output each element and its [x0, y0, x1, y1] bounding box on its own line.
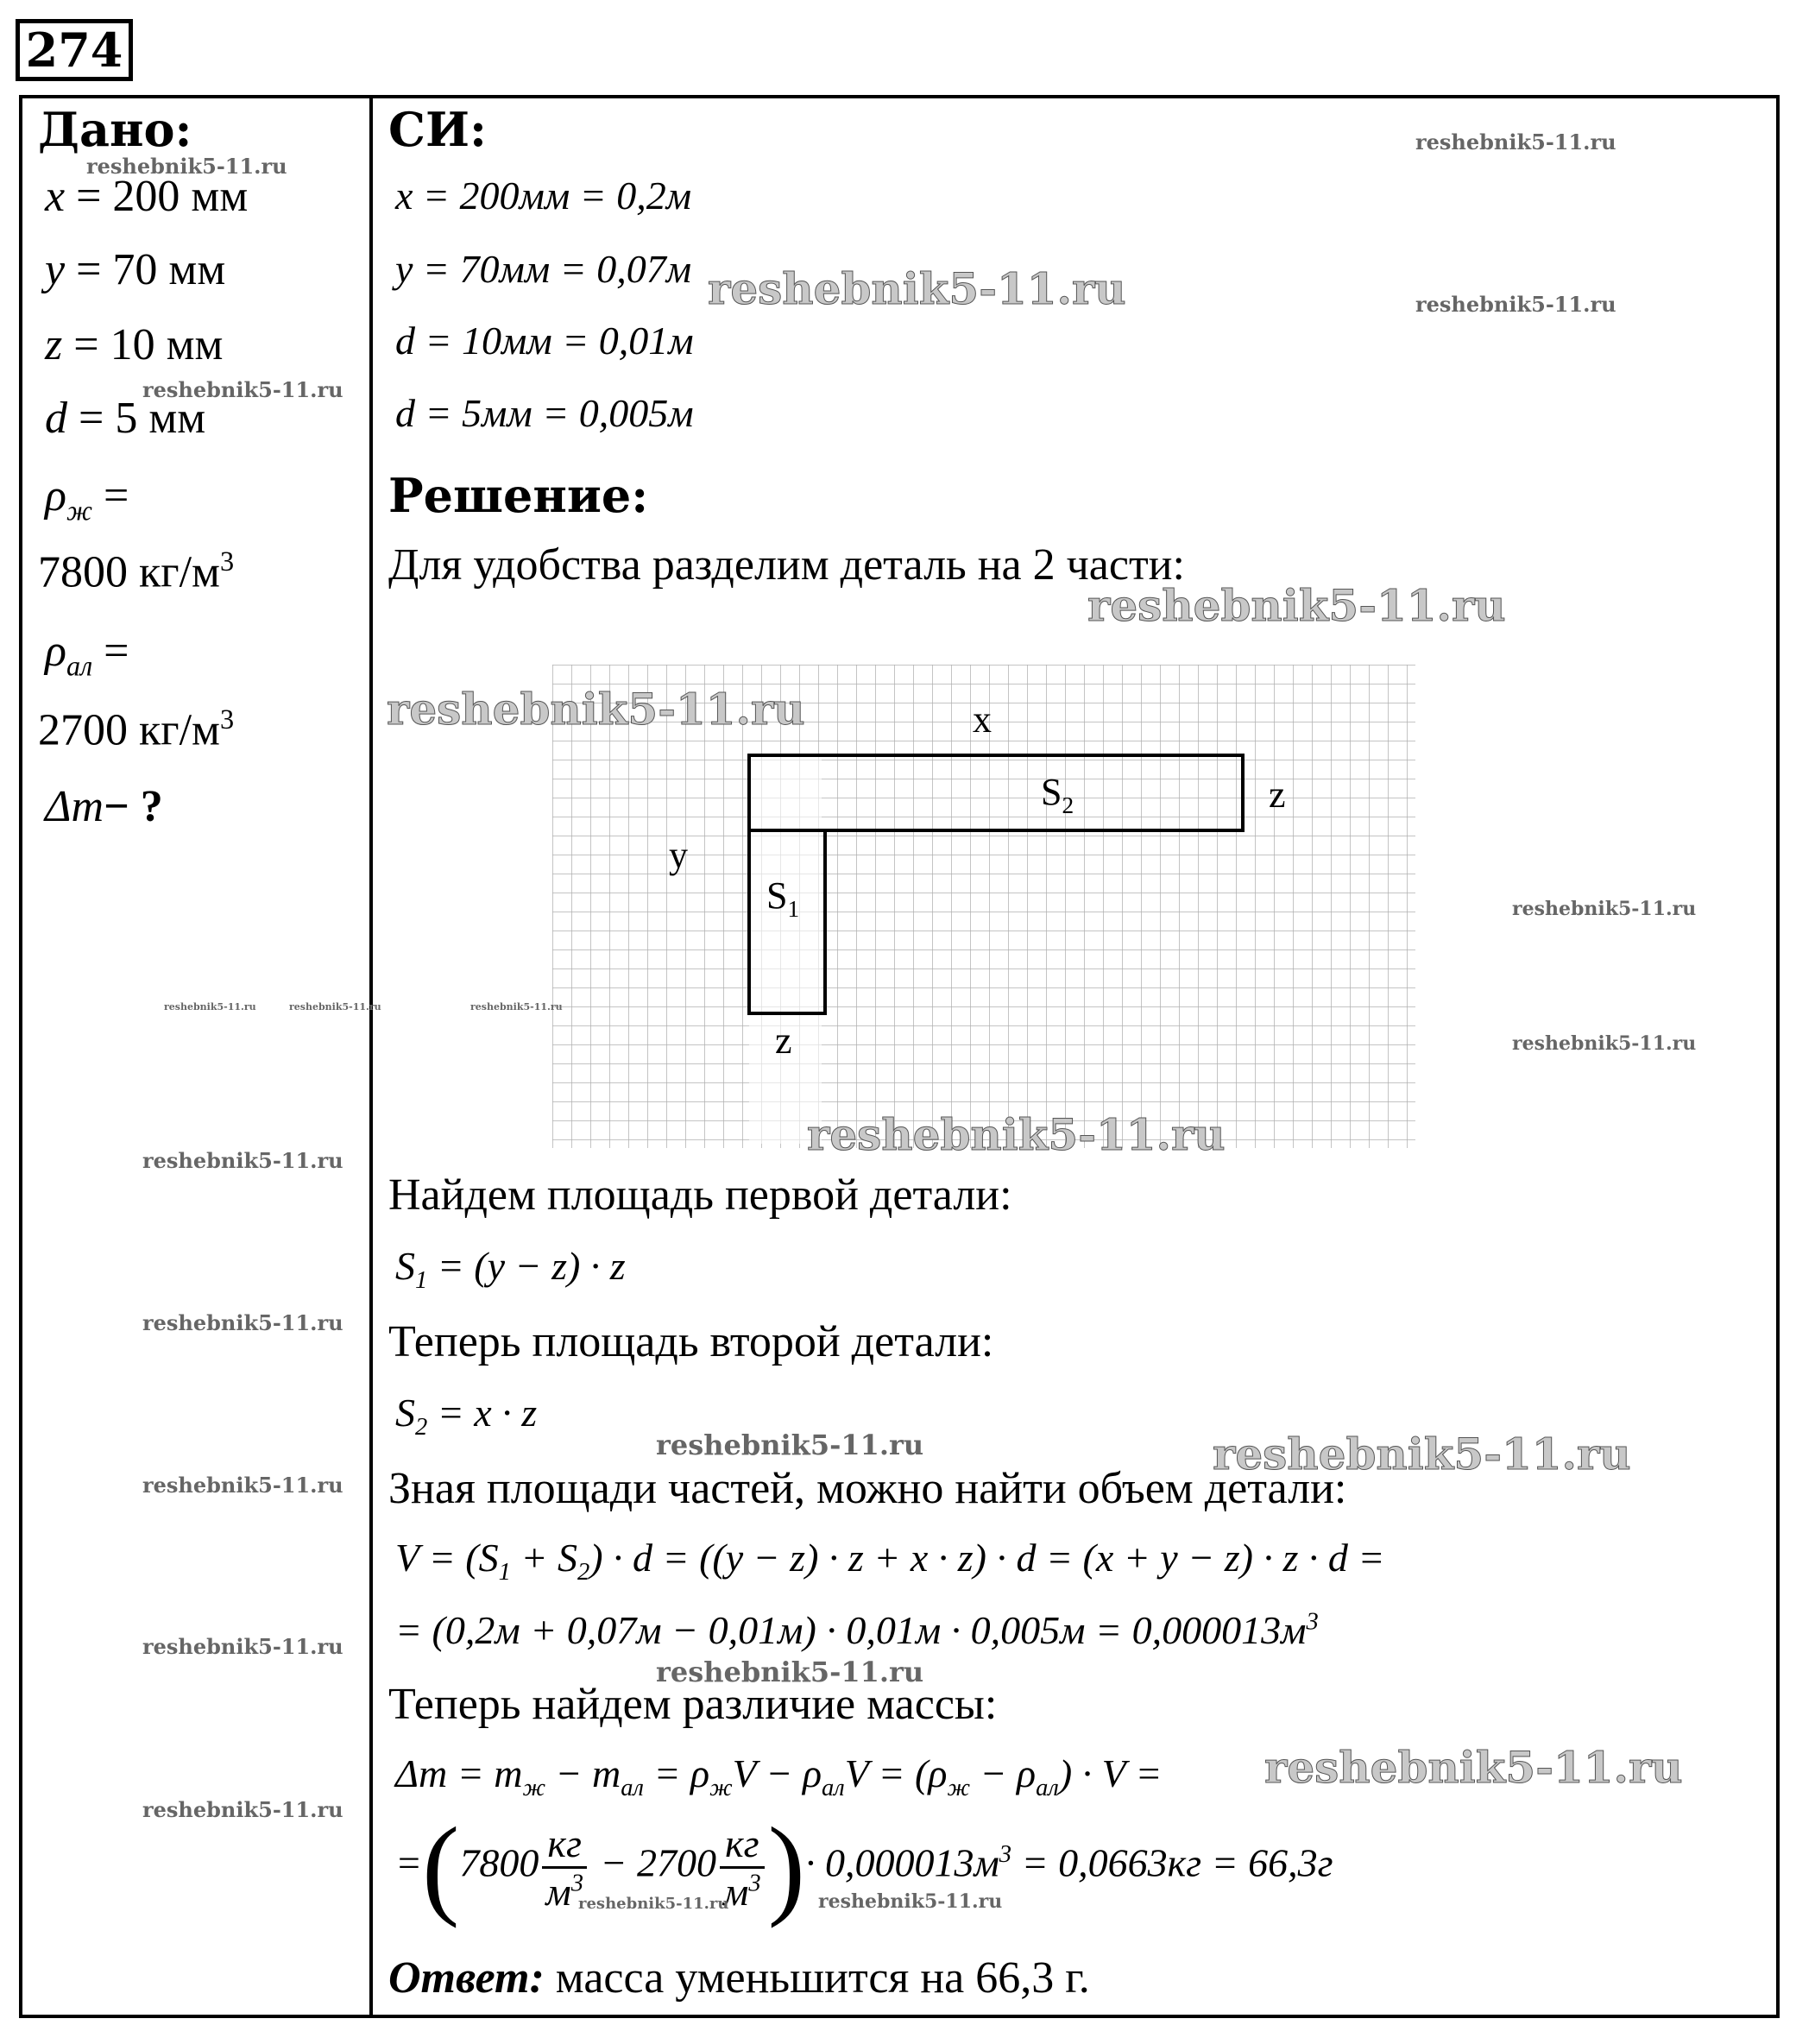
- diagram-label-z-bottom: z: [775, 1019, 792, 1062]
- find-s1-text: Найдем площадь первой детали:: [388, 1170, 1012, 1220]
- watermark: reshebnik5-11.ru: [1415, 129, 1616, 155]
- watermark: reshebnik5-11.ru: [1512, 898, 1697, 920]
- watermark: reshebnik5-11.ru: [1415, 292, 1616, 317]
- given-rho-fe-value: 7800 $кг/м^3$: [38, 546, 235, 597]
- given-find: Δm− ?: [45, 782, 163, 831]
- diagram-label-y: y: [669, 834, 688, 876]
- watermark: reshebnik5-11.ru: [142, 1148, 343, 1173]
- watermark: reshebnik5-11.ru: [387, 684, 805, 735]
- problem-number: 274: [16, 19, 133, 81]
- volume-formula-1: $V = (S_1 + S_2) \cdot d = ((y - z) \cdot z + x \cdot z) \cdot d = (x + y - z) \cdot z \cdot d$ =: [395, 1536, 1385, 1587]
- si-heading: СИ:: [388, 102, 487, 157]
- diagram-label-z-right: z: [1269, 773, 1286, 816]
- solution-intro: Для удобства разделим деталь на 2 части:: [388, 540, 1185, 590]
- watermark: reshebnik5-11.ru: [818, 1890, 1003, 1913]
- watermark: reshebnik5-11.ru: [708, 263, 1126, 314]
- watermark: reshebnik5-11.ru: [1264, 1742, 1683, 1793]
- answer: Ответ: масса уменьшится на 66,3 г.: [388, 1953, 1090, 2003]
- s1-formula: $S_1 = (y - z) \cdot z$: [395, 1244, 626, 1295]
- watermark: reshebnik5-11.ru: [1213, 1429, 1631, 1479]
- mass-formula-1: $\Delta m = m_ж - m_{ал} = \rho_жV - \rho_{ал}V = (\rho_ж - \rho_{ал}) \cdot V$ =: [395, 1751, 1163, 1802]
- given-z: z = 10 мм: [45, 320, 224, 369]
- volume-formula-2: = $(0,2м + 0,07м - 0,01м) \cdot 0,01м \cdot 0,005м = 0,000013м^3$: [395, 1608, 1319, 1652]
- watermark: reshebnik5-11.ru: [142, 1473, 343, 1498]
- given-heading: Дано:: [38, 102, 192, 157]
- column-divider: [369, 95, 373, 2018]
- volume-text: Зная площади частей, можно найти объем детали:: [388, 1464, 1347, 1513]
- watermark: reshebnik5-11.ru: [1512, 1032, 1697, 1055]
- given-x: x = 200 мм: [45, 172, 249, 221]
- si-x: x = 200мм = 0,2м: [395, 173, 692, 218]
- s2-formula: $S_2 = x \cdot z$: [395, 1391, 538, 1442]
- diagram-label-s2: $S_2$: [1041, 771, 1074, 818]
- si-d2: d = 5мм = 0,005м: [395, 391, 694, 435]
- watermark: reshebnik5-11.ru: [807, 1109, 1226, 1160]
- watermark: reshebnik5-11.ru: [164, 1001, 256, 1013]
- watermark: reshebnik5-11.ru: [86, 154, 287, 179]
- watermark: reshebnik5-11.ru: [142, 377, 343, 402]
- si-d1: d = 10мм = 0,01м: [395, 319, 694, 363]
- given-y: y = 70 мм: [45, 245, 226, 294]
- watermark: reshebnik5-11.ru: [142, 1310, 343, 1335]
- given-rho-fe: $\rho_ж$ =: [45, 471, 129, 527]
- diagram-label-s1: $S_1$: [766, 874, 800, 922]
- watermark: reshebnik5-11.ru: [142, 1634, 343, 1659]
- given-rho-al: $\rho_{ал}$ =: [45, 627, 129, 682]
- mass-text: Теперь найдем различие массы:: [388, 1680, 998, 1729]
- find-s2-text: Теперь площадь второй детали:: [388, 1317, 994, 1366]
- watermark: reshebnik5-11.ru: [470, 1001, 563, 1013]
- watermark: reshebnik5-11.ru: [142, 1797, 343, 1822]
- mass-formula-2: =(7800 $\frac{кг}{м^3}$ − 2700 $\frac{кг}{м^3}$ )· $0,000013м^3 = 0,0663кг = 66,3г$: [395, 1805, 1333, 1929]
- watermark: reshebnik5-11.ru: [656, 1656, 924, 1688]
- given-d: d = 5 мм: [45, 394, 206, 443]
- given-rho-al-value: 2700 $кг/м^3$: [38, 703, 235, 755]
- watermark: reshebnik5-11.ru: [578, 1895, 729, 1913]
- solution-heading: Решение:: [388, 468, 649, 523]
- watermark: reshebnik5-11.ru: [1087, 580, 1506, 631]
- si-y: y = 70мм = 0,07м: [395, 247, 692, 291]
- watermark: reshebnik5-11.ru: [656, 1429, 924, 1461]
- diagram-label-x: x: [973, 698, 992, 741]
- watermark: reshebnik5-11.ru: [289, 1001, 381, 1013]
